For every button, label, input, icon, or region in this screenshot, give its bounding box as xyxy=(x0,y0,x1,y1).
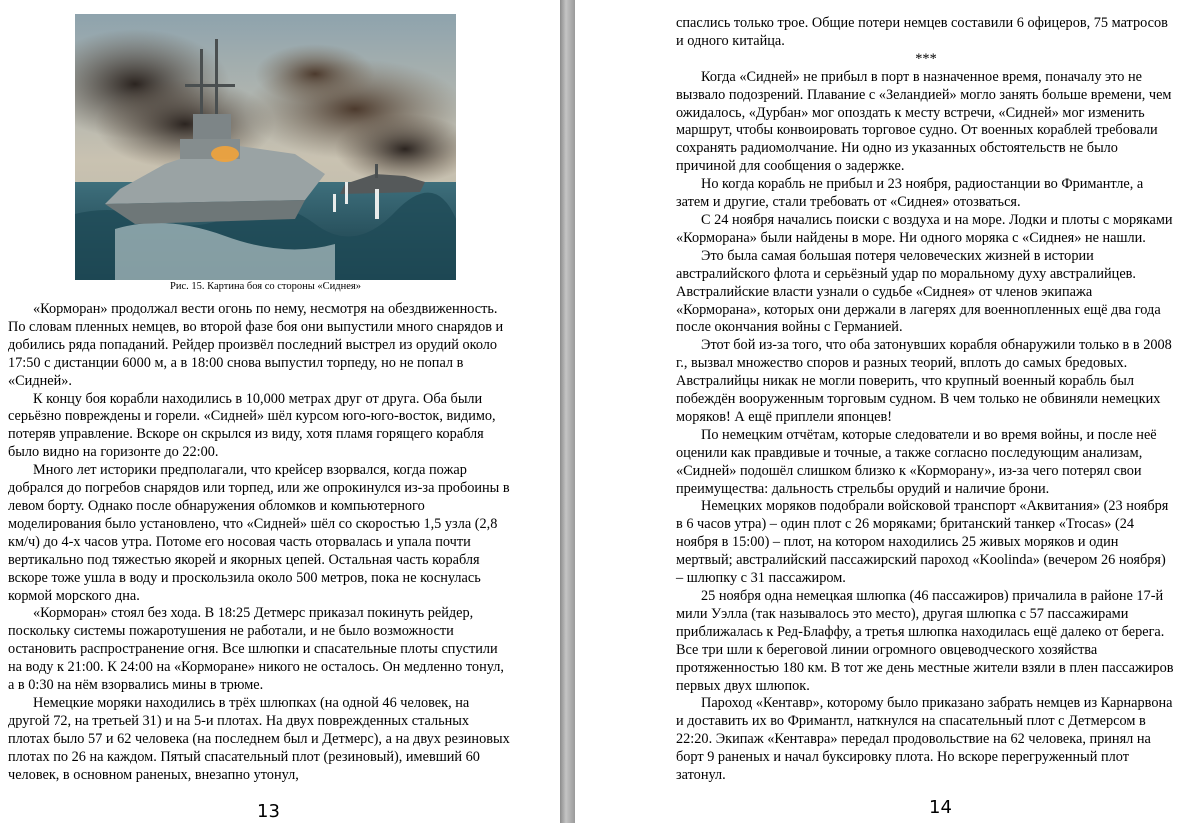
paragraph: Немецких моряков подобрали войсковой транспорт «Аквитания» (23 ноября в 6 часов утра) – один плот с 26 моряками; британский танкер «Trocas» (24 ноября в 15:00) – плот, на котором находились 25 живых моряков и один мертвый; австралийский пассажирский пароход «Koolinda» (вечером 26 ноября) – шлюпку с 31 пассажиром. xyxy=(676,498,1169,587)
paragraph: Но когда корабль не прибыл и 23 ноября, радиостанции во Фримантле, а затем и другие, стали требовать от «Сиднея» отозваться. xyxy=(676,176,1144,211)
left-page-text xyxy=(8,301,512,784)
paragraph: Немецкие моряки находились в трёх шлюпках (на одной 46 человек, на другой 72, на третьей 31) и на 5-и плотах. На двух поврежденных стальных плотах было 57 и 62 человека (на последнем был и Детмерс), а на двух резиновых плотах по 26 на каждом. Пятый спасательный плот (резиновый), имевший 60 человек, в основном раненых, внезапно утонул, xyxy=(8,694,510,783)
paragraph: 25 ноября одна немецкая шлюпка (46 пассажиров) причалила в районе 17-й мили Уэлла (так называлось это место), другая шлюпка с 57 пассажирами приближалась к Ред-Блаффу, а третья шлюпка находилась ещё далеко от берега. Все три шли к береговой линии огромного овцеводческого хозяйства протяженностью 180 км. В тот же день местные жители взяли в плен пассажиров первых двух шлюпок. xyxy=(676,588,1174,694)
page-number-right: 14 xyxy=(929,797,952,818)
paragraph: По немецким отчётам, которые следователи и во время войны, и после неё оценили как правдивые и точные, а также согласно последующим анализам, «Сидней» подошёл слишком близко к «Корморану», из-за чего потерял свои преимущества: дальность стрельбы орудий и наличие брони. xyxy=(676,426,1157,497)
paragraph: С 24 ноября начались поиски с воздуха и на море. Лодки и плоты с моряками «Корморана» были найдены в море. Ни одного моряка с «Сиднея» не нашли. xyxy=(676,211,1173,246)
paragraph: Это была самая большая потеря человеческих жизней в истории австралийского флота и серьёзный удар по моральному духу австралийцев. Австралийские власти узнали о судьбе «Сиднея» от членов экипажа «Корморана», которых они держали в лагерях для военнопленных ещё два года после окончания войны с Германией. xyxy=(676,247,1161,336)
page-gutter xyxy=(560,0,575,823)
figure-caption: Рис. 15. Картина боя со стороны «Сиднея» xyxy=(170,281,361,292)
right-page-text xyxy=(676,15,1176,785)
paragraph: «Корморан» продолжал вести огонь по нему, несмотря на обездвиженность. По словам пленных немцев, во второй фазе боя они выпустили много снарядов и добились ряда попаданий. Рейдер произвёл последний выстрел из орудий около 17:50 с дистанции 6000 м, а в 18:00 снова выпустил торпеду, но не попал в «Сидней». xyxy=(8,301,504,389)
paragraph: Много лет историки предполагали, что крейсер взорвался, когда пожар добрался до погребов снарядов или торпед, или же опрокинулся из-за пробоины в левом борту. Однако после обнаружения обломков и компьютерного моделирования было установлено, что «Сидней» шёл со скоростью 1,5 узла (2,8 км/ч) до 4-х часов утра. Потоме его носовая часть оторвалась и упала почти вертикально под тяжестью якорей и якорных цепей. Остальная часть корабля вскоре тоже ушла в воду и проскользила около 500 метров, пока не коснулась кормой морского дна. xyxy=(8,462,510,604)
section-separator: *** xyxy=(915,50,937,67)
paragraph: Когда «Сидней» не прибыл в порт в назначенное время, поначалу это не вызвало подозрений. Плавание с «Зеландией» могло занять больше времени, чем ожидалось, «Дурбан» мог опоздать к месту встречи, «Сидней» мог изменить маршрут, чтобы конвоировать торговое судно. От военных кораблей требовали сохранять радиомолчание. Ни одно из указанных обстоятельств не было причиной для сообщения о задержке. xyxy=(676,68,1172,175)
paragraph: Пароход «Кентавр», которому было приказано забрать немцев из Карнарвона и доставить их во Фримантл, наткнулся на спасательный плот с Детмерсом в 22:20. Экипаж «Кентавра» передал продовольствие на 62 человека, принял на борт 9 раненых и начал буксировку плота. Но вскоре перегруженный плот затонул. xyxy=(676,695,1173,784)
page-number-left: 13 xyxy=(257,801,280,822)
battle-painting-image xyxy=(75,14,456,280)
paragraph: Этот бой из-за того, что оба затонувших корабля обнаружили только в в 2008 г., вызвал множество споров и разных теорий, вплоть до самых бредовых. Австралийцы никак не могли поверить, что крупный военный корабль был побеждён вооруженным торговым судном. В чем только не обвиняли немецких моряков! А ещё приплели японцев! xyxy=(676,337,1172,425)
battle-painting-figure xyxy=(75,14,456,280)
paragraph-continuation: спаслись только трое. Общие потери немцев составили 6 офицеров, 75 матросов и одного китайца. xyxy=(676,15,1168,49)
paragraph: «Корморан» стоял без хода. В 18:25 Детмерс приказал покинуть рейдер, поскольку системы пожаротушения не работали, и не было возможности остановить распространение огня. Все шлюпки и спасательные плоты спустили на воду к 21:00. К 24:00 на «Корморане» никого не осталось. Он медленно тонул, а в 0:30 на нём взорвались мины в трюме. xyxy=(8,605,504,694)
paragraph: К концу боя корабли находились в 10,000 метрах друг от друга. Оба были серьёзно повреждены и горели. «Сидней» шёл курсом юго-юго-восток, видимо, потеряв управление. Вскоре он скрылся из виду, хотя пламя горящего корабля было видно на горизонте до 22:00. xyxy=(8,390,496,461)
